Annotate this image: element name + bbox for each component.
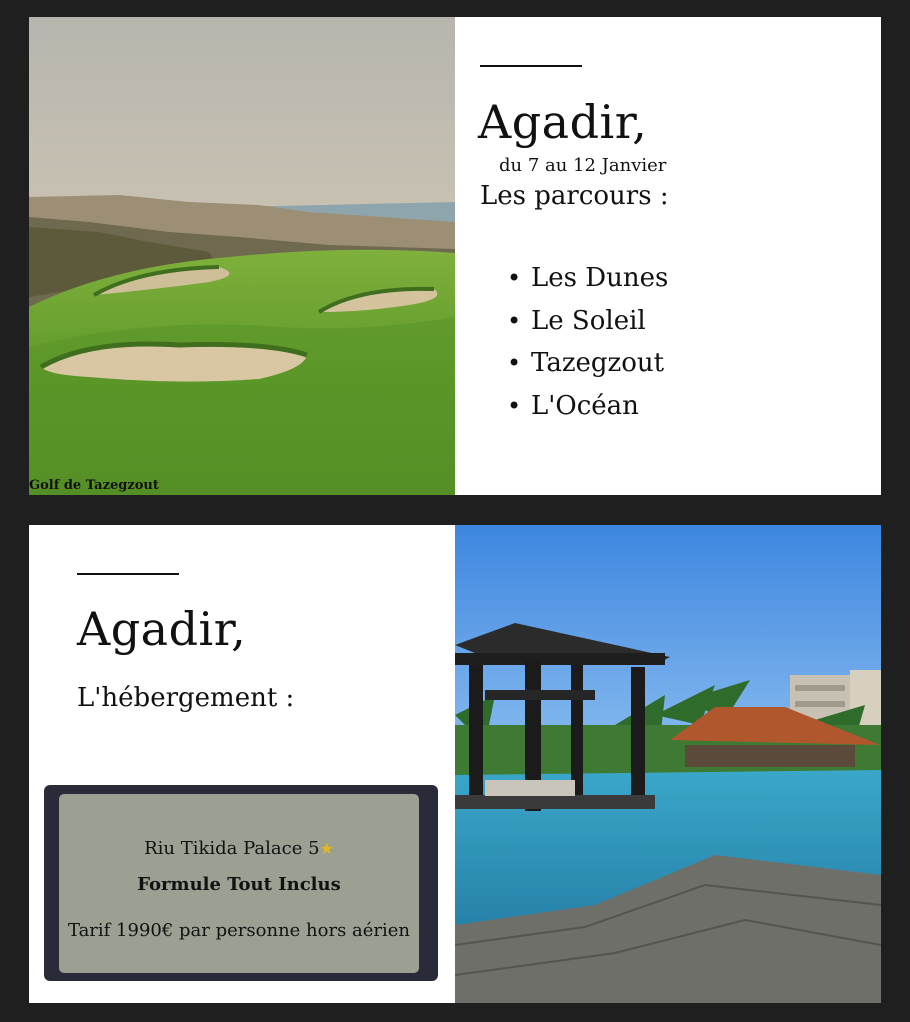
bullet-icon: • [507,306,522,335]
offer-price: Tarif 1990€ par personne hors aérien [67,920,411,941]
resort-pool-photo [455,525,881,1003]
star-icon: ★ [319,839,334,858]
section-heading-accommodation: L'hébergement : [77,683,295,713]
list-item: • Tazegzout [507,342,668,385]
trip-dates: du 7 au 12 Janvier [499,155,667,176]
golf-course-photo [29,17,455,495]
bullet-icon: • [507,264,522,292]
slide-title: Agadir, [77,602,247,656]
list-item: • Le Soleil [507,300,668,343]
photo-caption: Golf de Tazegzout [29,478,159,493]
list-item: • Les Dunes [507,257,668,300]
slide-golf-courses [29,17,881,495]
title-rule [480,65,582,67]
list-item: • L'Océan [507,385,668,428]
bullet-icon: • [507,391,522,420]
course-list [507,257,668,427]
section-heading-courses: Les parcours : [480,181,669,211]
offer-formula: Formule Tout Inclus [137,874,341,895]
slide-accommodation [29,525,881,1003]
bullet-icon: • [507,349,522,377]
offer-card [44,785,438,981]
title-rule [77,573,179,575]
hotel-name: Riu Tikida Palace 5★ [144,838,334,859]
offer-panel [59,794,419,973]
slide-title: Agadir, [478,95,648,149]
